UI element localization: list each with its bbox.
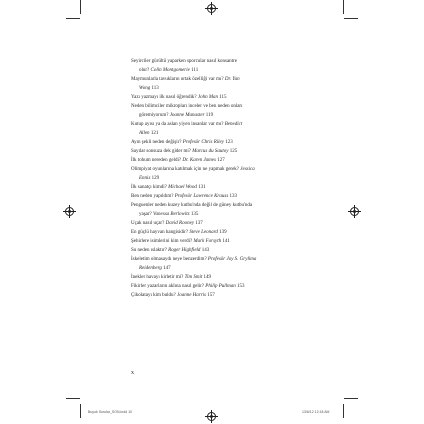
toc-page-number: 127 — [217, 158, 225, 163]
registration-mark-right — [350, 207, 359, 216]
toc-page-number: 135 — [190, 212, 199, 217]
toc-page-number: 147 — [163, 266, 171, 271]
toc-page-number: 153 — [236, 284, 245, 289]
toc-entry: Su neden ıslaktır? Roger Highfield 143 — [131, 248, 210, 253]
registration-mark-bottom — [207, 412, 216, 421]
toc-page-number: 133 — [229, 194, 238, 199]
toc-entry: İlk tohum nereden geldi? Dr. Karen James 127 — [131, 158, 225, 163]
toc-author: Jessica — [240, 167, 255, 172]
toc-page-number: 149 — [203, 275, 211, 280]
toc-author: Philip Pullman — [205, 284, 236, 289]
toc-author: Michael Wood — [168, 185, 197, 190]
toc-page-number: 121 — [150, 131, 159, 136]
crop-mark — [80, 0, 81, 14]
toc-author: Vanessa Berlowitz — [153, 212, 190, 217]
toc-page-number: 141 — [222, 239, 230, 244]
toc-entry: Maymunlarla tavukların ortak özelliği var mı? Dr. Yan Wong 113 — [131, 77, 240, 91]
toc-entry: Çikolatayı kim buldu? Joanne Harris 157 — [131, 293, 215, 298]
toc-author: Tim Smit — [184, 275, 203, 280]
registration-mark-top — [207, 4, 216, 13]
table-of-contents — [131, 57, 311, 300]
toc-page-number: 123 — [225, 140, 233, 145]
toc-page-number: 113 — [151, 86, 159, 91]
crop-mark — [343, 0, 344, 14]
toc-author: Mark Forsyth — [193, 239, 222, 244]
crop-mark — [344, 398, 358, 399]
toc-author: Profesör Lawrence Krauss — [174, 194, 229, 199]
toc-author: Profesör Joy S. Grylima — [207, 257, 257, 262]
toc-page-number: 115 — [219, 95, 227, 100]
toc-author: Benedict — [224, 122, 243, 127]
toc-author: Joanne Manaster — [169, 113, 205, 118]
crop-mark — [66, 18, 80, 19]
crop-mark — [344, 18, 358, 19]
toc-author: Dr. Karen James — [182, 158, 216, 163]
crop-mark — [80, 404, 81, 418]
toc-entry: Sayılar sonsuza dek gider mi? Marcus du Sautoy 125 — [131, 149, 238, 154]
toc-author: Joanne Harris — [176, 293, 206, 298]
toc-entry: Fikirler yazarların aklına nasıl gelir? Philip Pullman 153 — [131, 284, 245, 289]
toc-entry: Ayın şekli neden değişir? Profesör Chris Riley 123 — [131, 140, 233, 145]
toc-entry: Yazı yazmayı ilk nasıl öğrendik? John Man 115 — [131, 95, 227, 100]
toc-entry: İnekler havayı kirletir mi? Tim Smit 149 — [131, 275, 211, 280]
toc-author: Dr. Yan — [224, 77, 240, 82]
toc-entry: En güçlü hayvan hangisidir? Steve Leonard 139 — [131, 230, 227, 235]
toc-page-number: 139 — [219, 230, 227, 235]
print-slug-file: Buyuk Sorular_SON.indd 10 — [88, 410, 132, 414]
toc-author: John Man — [197, 95, 218, 100]
toc-author: Roger Highfield — [168, 248, 201, 253]
toc-author: David Rooney — [165, 221, 195, 226]
toc-page-number: 157 — [207, 293, 215, 298]
toc-entry: Şehirlere isimlerini kim verdi? Mark Forsyth 141 — [131, 239, 230, 244]
toc-entry: Kutup ayısı ya da aslan yiyen insanlar var mı? Benedict Allen 121 — [131, 122, 243, 136]
toc-author: Colin Montgomerie — [150, 68, 190, 73]
toc-page-number: 119 — [205, 113, 214, 118]
toc-page-number: 131 — [198, 185, 206, 190]
toc-entry: Seyirciler gürültü yaparken sporcular nasıl konsantre olur? Colin Montgomerie 111 — [131, 59, 237, 73]
toc-entry: Olimpiyat oyunlarına katılmak için ne yapmak gerek? Jessica Ennis 129 — [131, 167, 255, 181]
print-slug-date: 13/6/12 12:18 AM — [302, 410, 330, 414]
toc-entry: İskeletim olmasaydı neye benzerdim? Profesör Joy S. Grylima Reidenberg 147 — [131, 257, 257, 271]
crop-mark — [66, 398, 80, 399]
toc-entry: Uçak nasıl uçar? David Rooney 137 — [131, 221, 203, 226]
toc-author: Steve Leonard — [189, 230, 218, 235]
toc-page-number: 111 — [191, 68, 199, 73]
page-number: x — [131, 370, 134, 376]
toc-entry: İlk sanatçı kimdi? Michael Wood 131 — [131, 185, 206, 190]
toc-page-number: 125 — [229, 149, 238, 154]
toc-author: Marcus du Sautoy — [192, 149, 229, 154]
toc-entry: Penguenler neden kuzey kutbu'nda değil de güney kutbu'nda yaşar? Vanessa Berlowitz 135 — [131, 203, 253, 217]
toc-entry: Ben neden yapıldım? Profesör Lawrence Krauss 133 — [131, 194, 238, 199]
toc-page-number: 129 — [151, 176, 160, 181]
toc-page-number: 143 — [201, 248, 210, 253]
registration-mark-left — [65, 207, 74, 216]
toc-author: Profesör Chris Riley — [182, 140, 224, 145]
crop-mark — [343, 404, 344, 418]
toc-entry: Neden bilimciler mikropları inceler ve ben neden onları göremiyorum? Joanne Manaster 119 — [131, 104, 243, 118]
toc-page-number: 137 — [195, 221, 203, 226]
